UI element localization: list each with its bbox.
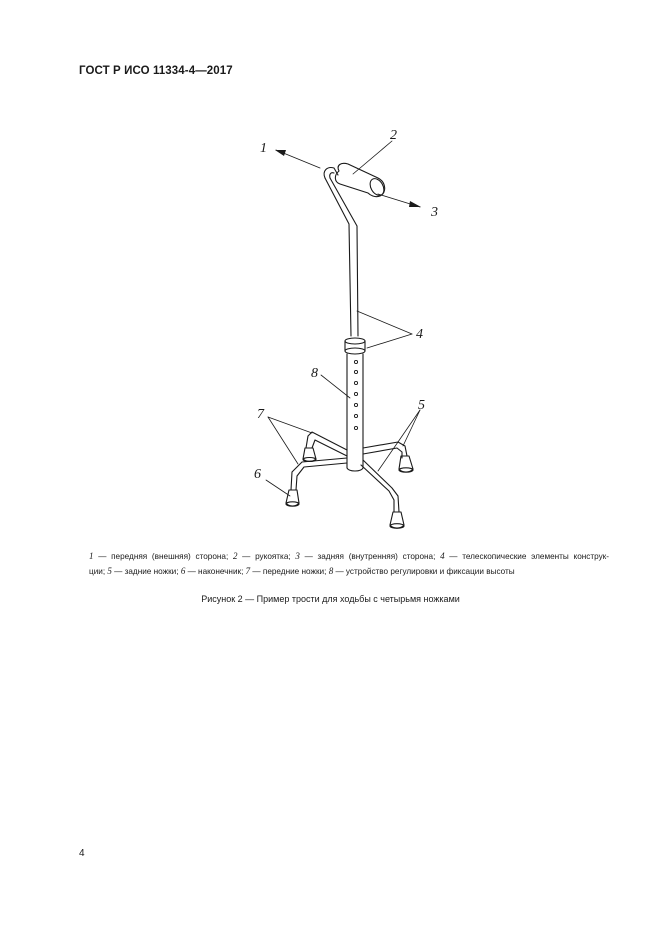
legend-line-1 [89, 549, 609, 564]
arrow-head-rear [409, 201, 421, 207]
callout-4: 4 [416, 327, 423, 342]
legend-text-1: — передняя (внешняя) сторона; [93, 552, 233, 561]
legend-text-6: — наконечник; [185, 567, 246, 576]
legend-num-8: 8 [328, 566, 334, 576]
rear-legs [361, 442, 407, 512]
adjustment-holes [354, 360, 357, 429]
callout-8: 8 [311, 366, 318, 381]
direction-arrows [276, 150, 420, 207]
legend-num-5: 5 [107, 566, 112, 576]
legend-text-7: — передние ножки; [250, 567, 329, 576]
figure-caption: Рисунок 2 — Пример трости для ходьбы с четырьмя ножками [201, 594, 460, 604]
callout-3: 3 [431, 205, 438, 220]
document-header-title: ГОСТ Р ИСО 11334-4—2017 [79, 65, 233, 77]
page-number: 4 [79, 848, 85, 859]
legend-text-8: — устройство регулировки и фиксации высоты [333, 567, 515, 576]
arrow-head-front [275, 150, 286, 156]
callout-7: 7 [257, 407, 264, 422]
callout-6: 6 [254, 467, 261, 482]
callout-5: 5 [418, 398, 425, 413]
legend-text-5: — задние ножки; [111, 567, 181, 576]
legend-text-4: — телескопические элементы конструк- [444, 552, 609, 561]
cane-upper-shaft [324, 168, 358, 336]
legend-num-2: 2 [232, 551, 238, 561]
rubber-tips [286, 448, 413, 528]
legend-num-3: 3 [295, 551, 300, 561]
front-legs [291, 432, 347, 490]
legend-num-6: 6 [180, 566, 186, 576]
legend-line-2 [89, 564, 609, 579]
figure-legend [89, 549, 609, 579]
legend-text-3: — задняя (внутренняя) сторона; [299, 552, 441, 561]
legend-num-4: 4 [440, 551, 445, 561]
cane-lower-tube [345, 338, 365, 471]
callout-1: 1 [260, 141, 267, 156]
leader-lines [266, 141, 420, 496]
legend-num-1: 1 [89, 551, 94, 561]
callout-2: 2 [390, 128, 397, 143]
legend-text-2: — рукоятка; [237, 552, 296, 561]
legend-text-4b: ции; [89, 567, 108, 576]
legend-num-7: 7 [245, 566, 251, 576]
cane-handle-grip [335, 163, 386, 197]
